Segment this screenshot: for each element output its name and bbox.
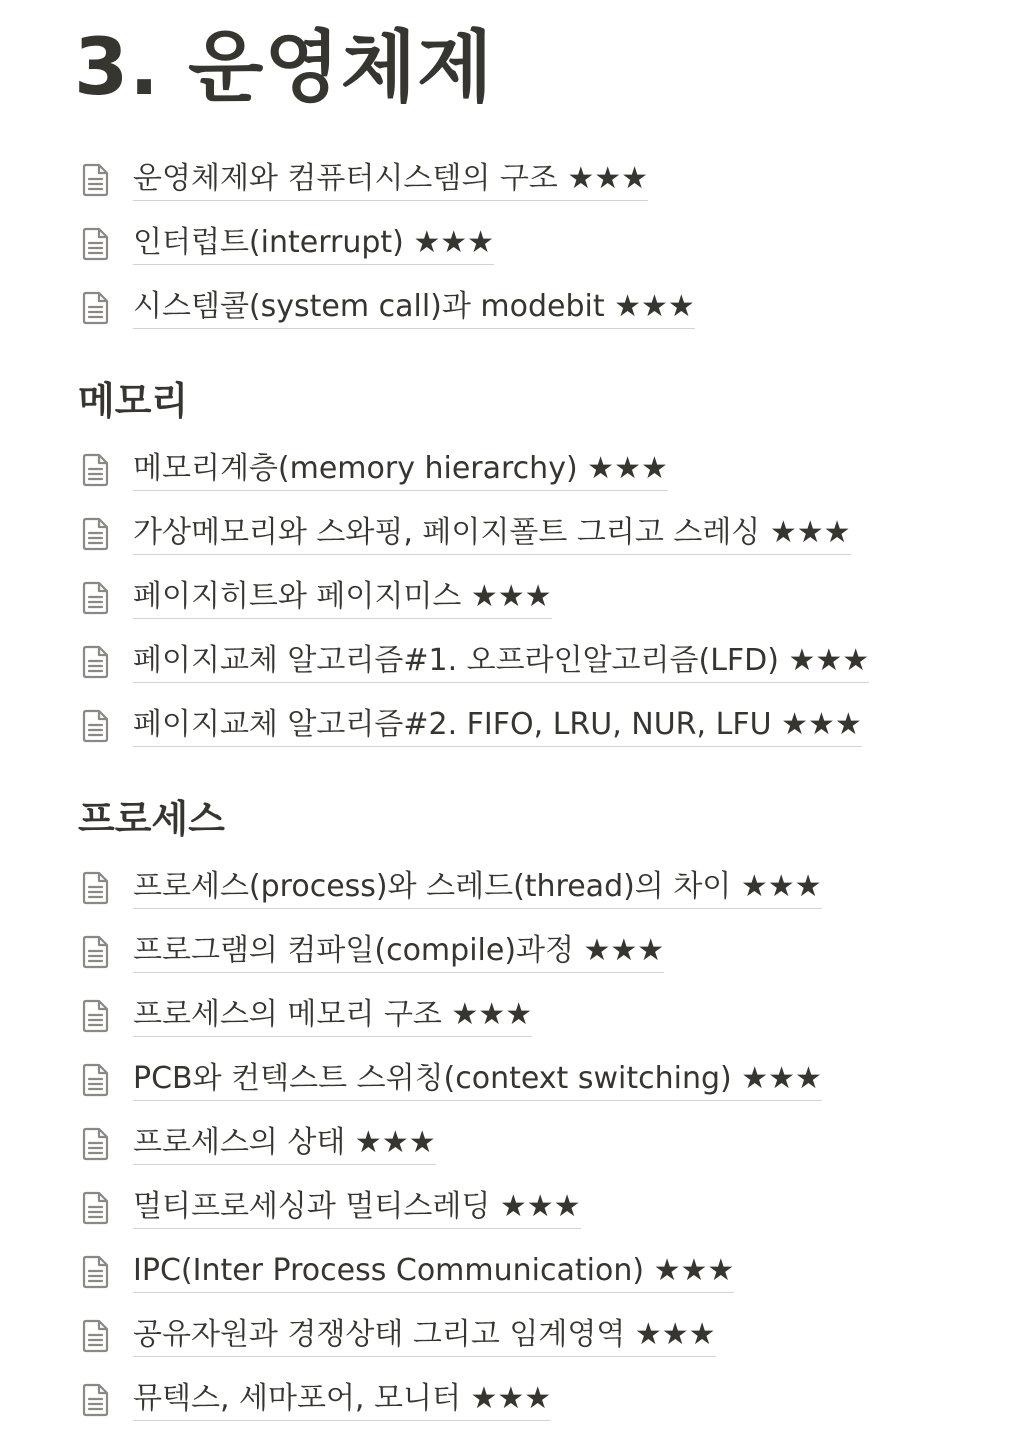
page-link-label: 시스템콜(system call)과 modebit ★★★ [133, 287, 695, 329]
page-icon [80, 224, 116, 264]
page-link-label: 인터럽트(interrupt) ★★★ [133, 223, 494, 265]
page-link-label: 프로그램의 컴파일(compile)과정 ★★★ [133, 931, 664, 973]
page-icon [80, 642, 116, 682]
page-link-label: 멀티프로세싱과 멀티스레딩 ★★★ [133, 1187, 581, 1229]
page-link-label: 프로세스(process)와 스레드(thread)의 차이 ★★★ [133, 867, 822, 909]
page-icon [80, 996, 116, 1036]
page-link-label: 공유자원과 경쟁상태 그리고 임계영역 ★★★ [133, 1315, 716, 1357]
page-link-page-replacement-1[interactable] [80, 637, 869, 687]
page-icon [80, 868, 116, 908]
page-link-page-replacement-2[interactable] [80, 701, 862, 751]
page-link-label: 운영체제와 컴퓨터시스템의 구조 ★★★ [133, 159, 648, 201]
page-link-label: 프로세스의 메모리 구조 ★★★ [133, 995, 532, 1037]
page-icon [80, 1380, 116, 1420]
page-link-memory-hierarchy[interactable] [80, 445, 668, 495]
page-icon [80, 288, 116, 328]
page-icon [80, 450, 116, 490]
page-link-multiprocessing[interactable] [80, 1183, 581, 1233]
page-link-process-state[interactable] [80, 1119, 436, 1169]
page-icon [80, 706, 116, 746]
page-icon [80, 514, 116, 554]
page-icon [80, 1188, 116, 1228]
page-link-interrupt[interactable] [80, 219, 494, 269]
page-icon [80, 1316, 116, 1356]
page-link-page-hit-miss[interactable] [80, 573, 552, 623]
page-link-pcb-context-switch[interactable] [80, 1055, 822, 1105]
page-link-shared-resource[interactable] [80, 1311, 716, 1361]
page-icon [80, 160, 116, 200]
page-link-compile[interactable] [80, 927, 664, 977]
page-link-mutex-semaphore[interactable] [80, 1375, 551, 1425]
section-heading-process: 프로세스 [78, 797, 225, 841]
page-link-label: 가상메모리와 스와핑, 페이지폴트 그리고 스레싱 ★★★ [133, 513, 851, 555]
page-icon [80, 1252, 116, 1292]
page-link-ipc[interactable] [80, 1247, 734, 1297]
page-link-label: 프로세스의 상태 ★★★ [133, 1123, 436, 1165]
page-link-label: 페이지교체 알고리즘#2. FIFO, LRU, NUR, LFU ★★★ [133, 705, 862, 747]
page-icon [80, 1060, 116, 1100]
page-link-label: 뮤텍스, 세마포어, 모니터 ★★★ [133, 1379, 551, 1421]
page-icon [80, 1124, 116, 1164]
page-link-system-call[interactable] [80, 283, 695, 333]
page-link-process-memory[interactable] [80, 991, 532, 1041]
page-link-process-thread[interactable] [80, 863, 822, 913]
page-link-os-structure[interactable] [80, 155, 648, 205]
page-link-label: 메모리계층(memory hierarchy) ★★★ [133, 449, 668, 491]
page-title: 3. 운영체제 [74, 23, 494, 113]
page-link-label: PCB와 컨텍스트 스위칭(context switching) ★★★ [133, 1059, 822, 1101]
section-heading-memory: 메모리 [78, 379, 189, 423]
page-link-virtual-memory[interactable] [80, 509, 851, 559]
page-link-label: 페이지교체 알고리즘#1. 오프라인알고리즘(LFD) ★★★ [133, 641, 869, 683]
page-icon [80, 578, 116, 618]
page-link-label: 페이지히트와 페이지미스 ★★★ [133, 577, 552, 619]
page-icon [80, 932, 116, 972]
page-link-label: IPC(Inter Process Communication) ★★★ [133, 1251, 734, 1293]
